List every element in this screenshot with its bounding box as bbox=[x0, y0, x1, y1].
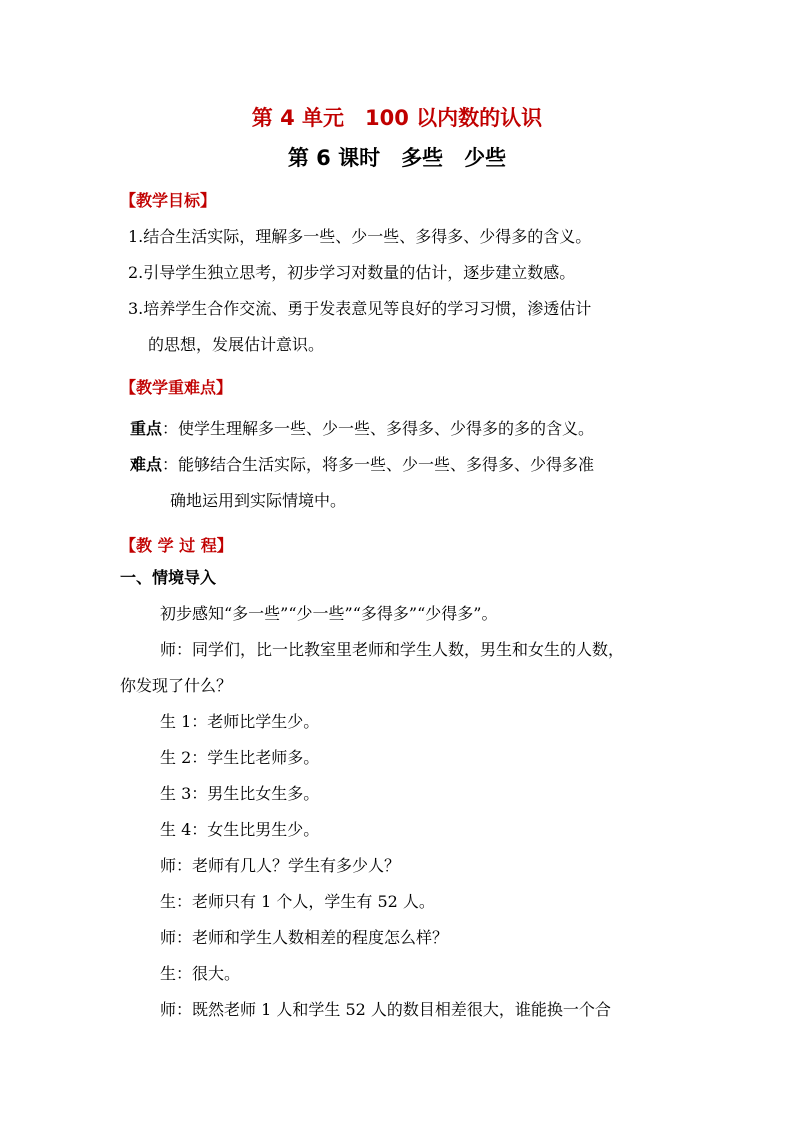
focus-text: ：使学生理解多一些、少一些、多得多、少得多的多的含义。 bbox=[162, 419, 595, 438]
focus-line bbox=[130, 418, 594, 440]
process-line: 师：既然老师 1 人和学生 52 人的数目相差很大，谁能换一个合 bbox=[160, 1000, 611, 1019]
process-line: 生：老师只有 1 个人，学生有 52 人。 bbox=[160, 892, 435, 911]
difficulty-cont: 确地运用到实际情境中。 bbox=[170, 491, 347, 510]
unit-title: 第 4 单元 100 以内数的认识 bbox=[251, 106, 543, 130]
process-line: 师：老师和学生人数相差的程度怎么样？ bbox=[160, 928, 449, 947]
objective-1: 1.结合生活实际，理解多一些、少一些、多得多、少得多的含义。 bbox=[128, 227, 592, 246]
focus-label: 重点 bbox=[130, 419, 163, 438]
intro-subheading: 一、情境导入 bbox=[120, 568, 217, 587]
objectives-heading: 【教学目标】 bbox=[120, 191, 217, 210]
process-line: 生 1：老师比学生少。 bbox=[160, 712, 320, 731]
difficulty-text: ：能够结合生活实际，将多一些、少一些、多得多、少得多准 bbox=[162, 455, 595, 474]
process-line: 你发现了什么？ bbox=[120, 676, 233, 695]
process-line: 生 4：女生比男生少。 bbox=[160, 820, 320, 839]
process-line: 生：很大。 bbox=[160, 964, 241, 983]
difficulty-line bbox=[130, 454, 594, 476]
process-line: 生 2：学生比老师多。 bbox=[160, 748, 320, 767]
difficulty-label: 难点 bbox=[130, 455, 163, 474]
process-line: 师：老师有几人？学生有多少人？ bbox=[160, 856, 401, 875]
lesson-title: 第 6 课时 多些 少些 bbox=[287, 146, 507, 170]
process-line: 生 3：男生比女生多。 bbox=[160, 784, 320, 803]
objective-3-cont: 的思想，发展估计意识。 bbox=[148, 335, 325, 354]
process-heading: 【教 学 过 程】 bbox=[120, 536, 233, 555]
objective-2: 2.引导学生独立思考，初步学习对数量的估计，逐步建立数感。 bbox=[128, 263, 576, 282]
process-line: 初步感知“多一些”“少一些”“多得多”“少得多”。 bbox=[160, 604, 498, 623]
objective-3: 3.培养学生合作交流、勇于发表意见等良好的学习习惯，渗透估计 bbox=[128, 299, 592, 318]
key-points-heading: 【教学重难点】 bbox=[120, 378, 233, 397]
process-line: 师：同学们，比一比教室里老师和学生人数，男生和女生的人数， bbox=[160, 640, 625, 659]
